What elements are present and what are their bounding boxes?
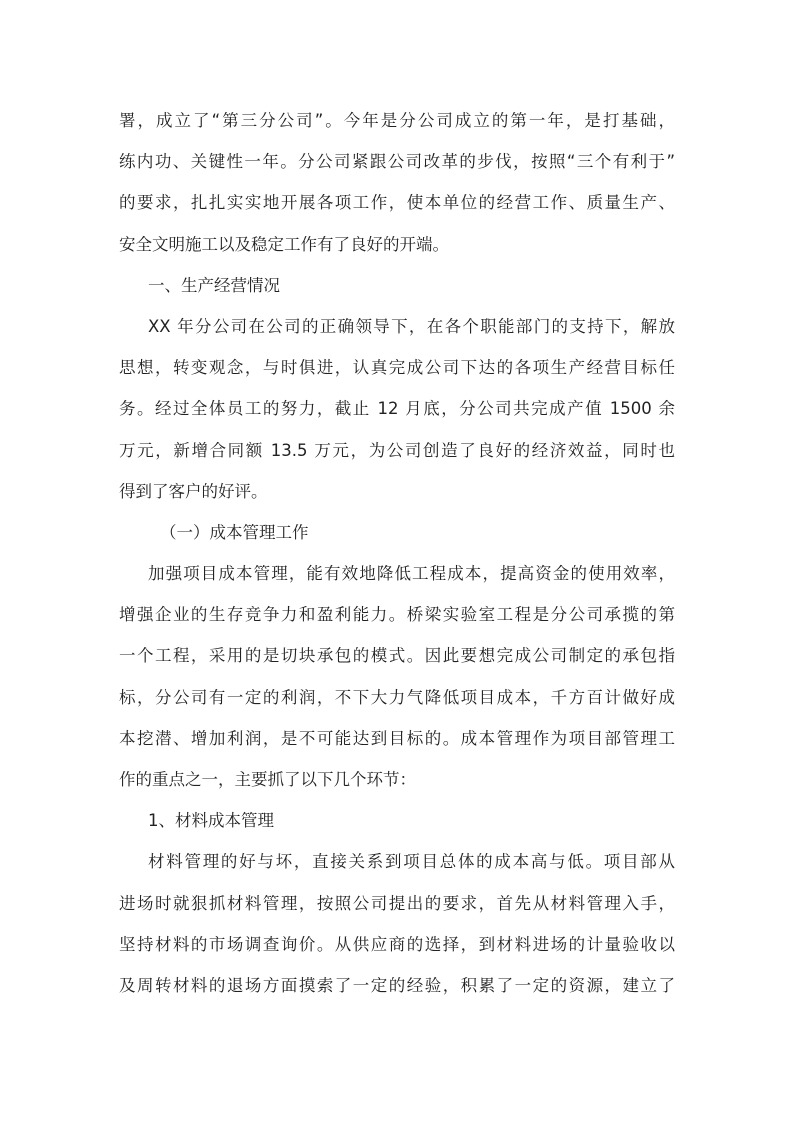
paragraph-line: 进场时就狠抓材料管理，按照公司提出的要求，首先从材料管理入手，: [119, 893, 675, 913]
paragraph-line: 材料管理的好与坏，直接关系到项目总体的成本高与低。项目部从: [148, 852, 675, 872]
paragraph-line: 务。经过全体员工的努力，截止 12 月底，分公司共完成产值 1500 余: [119, 399, 675, 419]
paragraph-line: 一个工程，采用的是切块承包的模式。因此要想完成公司制定的承包指: [119, 646, 675, 666]
paragraph-line: 练内功、关键性一年。分公司紧跟公司改革的步伐，按照“三个有利于”: [119, 152, 675, 172]
paragraph-line: 标，分公司有一定的利润，不下大力气降低项目成本，千方百计做好成: [119, 687, 675, 707]
item-heading: 1、材料成本管理: [148, 811, 274, 831]
paragraph-line: 思想，转变观念，与时俱进，认真完成公司下达的各项生产经营目标任: [119, 358, 675, 378]
paragraph-line: 署，成立了“第三分公司”。今年是分公司成立的第一年，是打基础，: [119, 111, 675, 130]
section-heading: 一、生产经营情况: [148, 275, 280, 295]
paragraph-line: 及周转材料的退场方面摸索了一定的经验，积累了一定的资源，建立了: [119, 975, 675, 995]
subsection-heading: （一）成本管理工作: [160, 522, 309, 542]
paragraph-line: 本挖潜、增加利润，是不可能达到目标的。成本管理作为项目部管理工: [119, 728, 675, 748]
paragraph-line: 作的重点之一，主要抓了以下几个环节：: [119, 770, 416, 789]
paragraph-line: XX 年分公司在公司的正确领导下，在各个职能部门的支持下，解放: [148, 316, 675, 336]
paragraph-line: 加强项目成本管理，能有效地降低工程成本，提高资金的使用效率，: [148, 564, 675, 584]
paragraph-line: 增强企业的生存竞争力和盈利能力。桥梁实验室工程是分公司承揽的第: [119, 605, 675, 625]
paragraph-line: 的要求，扎扎实实地开展各项工作，使本单位的经营工作、质量生产、: [119, 193, 675, 213]
paragraph-line: 坚持材料的市场调查询价。从供应商的选择，到材料进场的计量验收以: [119, 934, 675, 954]
paragraph-line: 安全文明施工以及稳定工作有了良好的开端。: [119, 234, 449, 254]
document-body: [119, 100, 675, 1006]
paragraph-line: 万元，新增合同额 13.5 万元，为公司创造了良好的经济效益，同时也: [119, 440, 675, 460]
paragraph-line: 得到了客户的好评。: [119, 481, 268, 501]
